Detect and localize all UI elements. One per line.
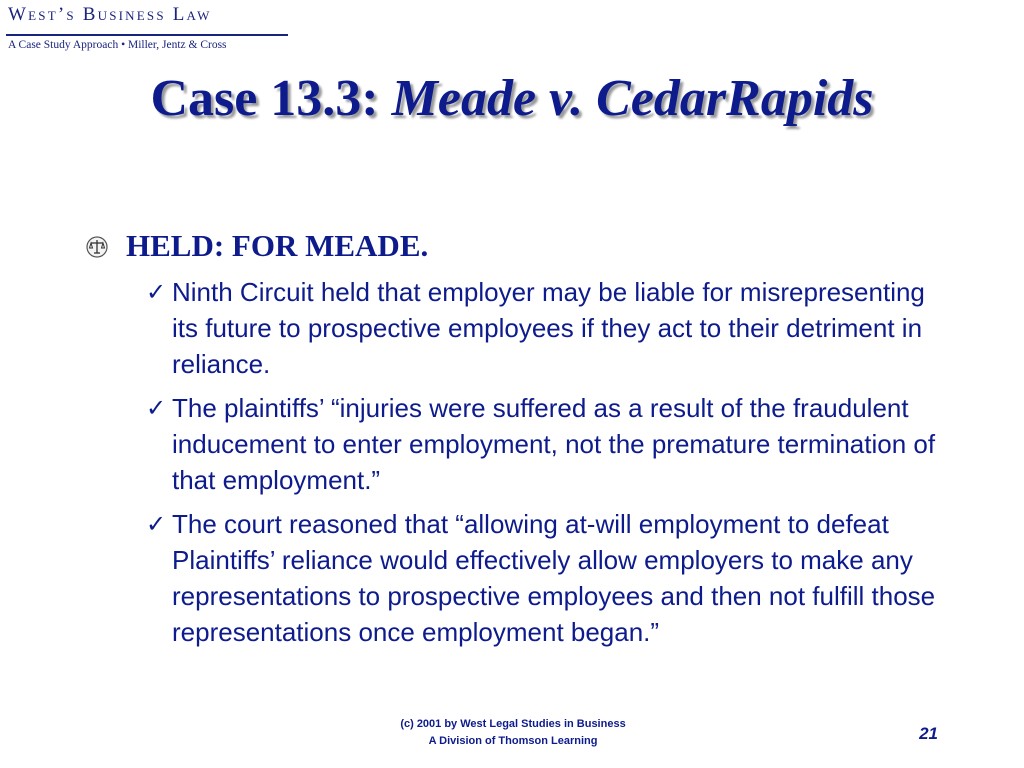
checkmark-icon: ✓ [146,394,167,422]
brand-divider [6,34,288,36]
checkmark-icon: ✓ [146,510,167,538]
brand-logo [6,4,296,51]
footer-copyright [388,716,638,750]
list-item-text: Ninth Circuit held that employer may be liable for misrepresenting its future to prospective employees if they act to their detriment in reliance. [172,277,925,379]
title-prefix: Case 13.3: [150,70,392,127]
list-item-text: The court reasoned that “allowing at-will employment to defeat Plaintiffs’ reliance would effectively allow employers to make any representations to prospective employees and then not fulfill those representations once employment began.” [172,509,936,647]
slide-title [80,70,944,128]
slide-content [86,228,956,650]
copyright-line-1: (c) 2001 by West Legal Studies in Business [400,718,626,730]
title-case-name: Meade v. CedarRapids [391,70,874,127]
brand-title: West’s Business Law [8,4,212,25]
scales-of-justice-icon [86,236,108,258]
held-bullet [86,228,956,268]
page-number: 21 [919,724,938,743]
list-item-text: The plaintiffs’ “injuries were suffered as a result of the fraudulent inducement to enter employment, not the premature termination of that employment.” [172,393,936,495]
list-item [86,506,956,650]
checkmark-icon: ✓ [146,278,167,306]
list-item [86,274,956,382]
copyright-line-2: A Division of Thomson Learning [428,735,598,747]
list-item [86,390,956,498]
brand-subtitle: A Case Study Approach • Miller, Jentz & Cross [8,39,227,51]
held-heading: HELD: FOR MEADE. [126,228,429,263]
